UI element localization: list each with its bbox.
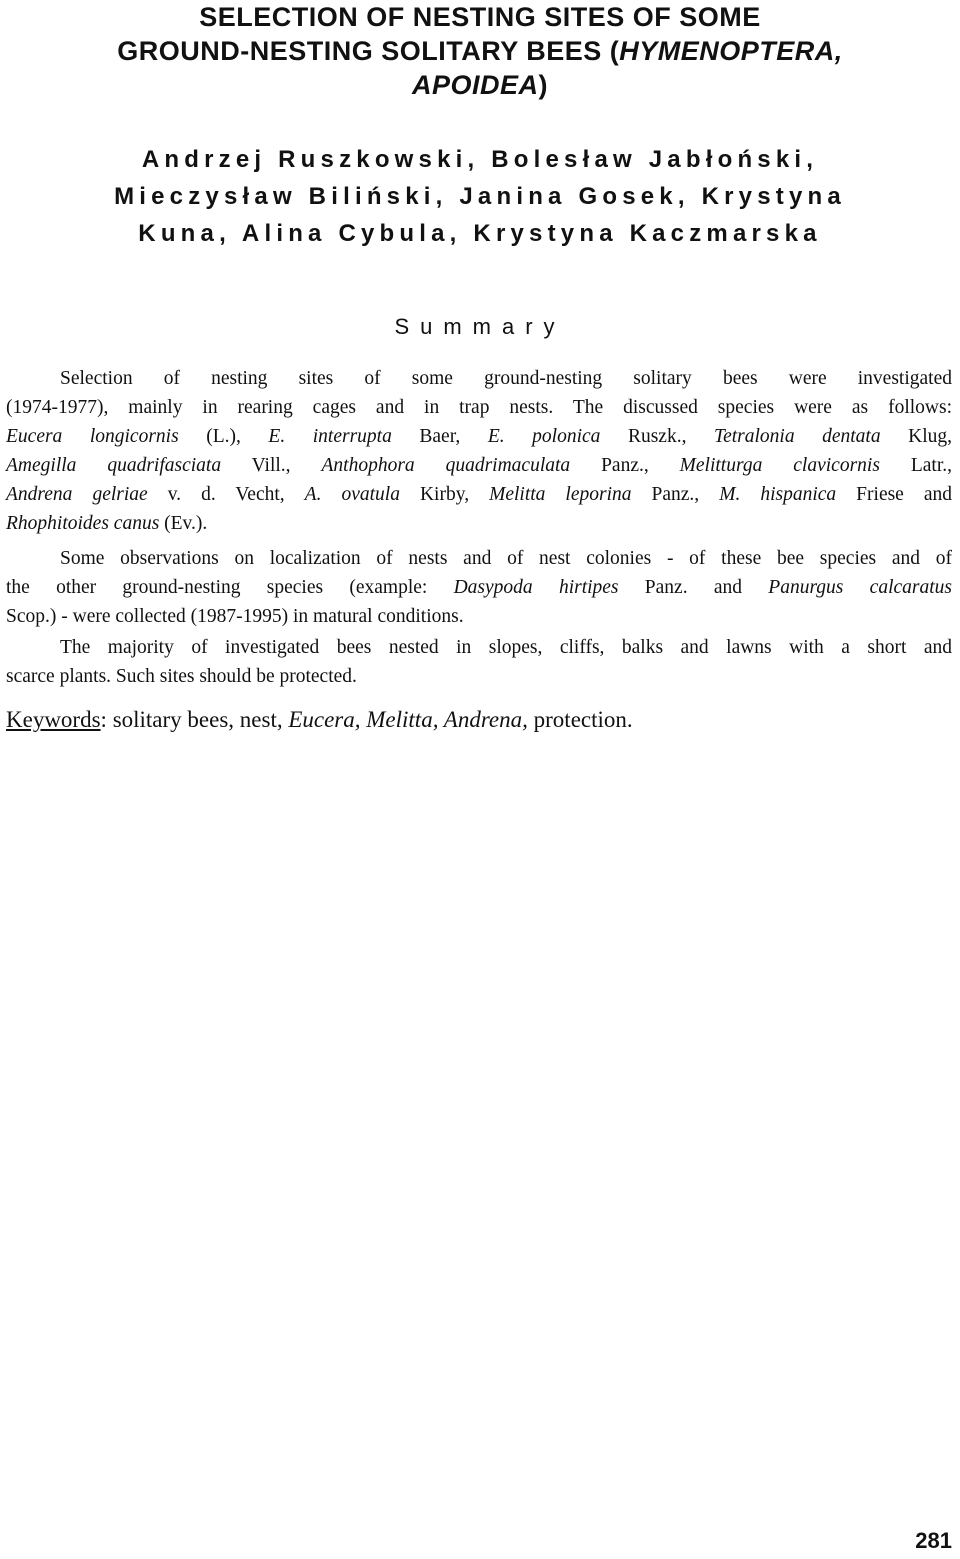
author-line-1: Andrzej Ruszkowski, Bolesław Jabłoński, bbox=[141, 146, 819, 173]
italic-term: Anthophora quadrimaculata bbox=[321, 455, 571, 476]
text-line: (1974-1977), mainly in rearing cages and in trap nests. The discussed species were as follows: bbox=[6, 397, 952, 418]
text-segment: protection. bbox=[527, 707, 633, 732]
text-line: The majority of investigated bees nested in slopes, cliffs, balks and lawns with a short and bbox=[60, 637, 952, 658]
italic-term: Melitturga clavicornis bbox=[679, 455, 880, 476]
italic-term: M. hispanica bbox=[719, 484, 837, 505]
text-line bbox=[6, 484, 952, 506]
text-segment: Panz. and bbox=[618, 577, 769, 598]
italic-term: E. polonica bbox=[487, 426, 601, 447]
author-list bbox=[30, 141, 930, 252]
title-line-2 bbox=[40, 34, 920, 68]
italic-term: A. ovatula bbox=[304, 484, 400, 505]
keywords-label: Keywords bbox=[6, 707, 101, 732]
text-segment: Latr., bbox=[879, 455, 952, 476]
text-segment: Friese and bbox=[836, 484, 953, 505]
paper-title bbox=[40, 0, 920, 102]
keywords bbox=[6, 707, 633, 733]
text-segment: (L.), bbox=[178, 426, 269, 447]
title-line-1: SELECTION OF NESTING SITES OF SOME bbox=[199, 2, 761, 32]
keywords-list bbox=[113, 707, 633, 732]
italic-term: Eucera longicornis bbox=[6, 426, 179, 447]
text-line: Some observations on localization of nests and of nest colonies - of these bee species and of bbox=[60, 548, 952, 569]
text-segment: the other ground-nesting species (example: bbox=[6, 577, 454, 598]
title-taxon-order: HYMENOPTERA, bbox=[619, 36, 843, 66]
text-line bbox=[6, 426, 952, 448]
title-line-3 bbox=[40, 68, 920, 102]
italic-term: Amegilla quadrifasciata bbox=[6, 455, 222, 476]
text-segment: Panz., bbox=[631, 484, 720, 505]
italic-term: Eucera, Melitta, Andrena, bbox=[288, 707, 528, 732]
text-segment: solitary bees, nest, bbox=[112, 707, 289, 732]
text-segment: Kirby, bbox=[399, 484, 490, 505]
italic-term: E. interrupta bbox=[268, 426, 392, 447]
text-segment: (Ev.). bbox=[159, 513, 208, 534]
title-line-2-text: GROUND-NESTING SOLITARY BEES ( bbox=[117, 36, 620, 66]
title-taxon-superfamily: APOIDEA bbox=[411, 70, 539, 100]
text-line bbox=[6, 513, 207, 535]
author-line-3: Kuna, Alina Cybula, Krystyna Kaczmarska bbox=[138, 220, 822, 247]
text-line bbox=[6, 577, 952, 599]
text-segment: Vill., bbox=[221, 455, 322, 476]
text-line: Selection of nesting sites of some ground-nesting solitary bees were investigated bbox=[60, 368, 952, 389]
italic-term: Dasypoda hirtipes bbox=[453, 577, 619, 598]
italic-term: Panurgus calcaratus bbox=[768, 577, 952, 598]
text-line: scarce plants. Such sites should be protected. bbox=[6, 666, 357, 687]
text-segment: Baer, bbox=[391, 426, 488, 447]
author-line-2: Mieczysław Biliński, Janina Gosek, Krystyna bbox=[114, 183, 846, 210]
text-segment: Ruszk., bbox=[600, 426, 715, 447]
italic-term: Tetralonia dentata bbox=[714, 426, 881, 447]
summary-heading: Summary bbox=[394, 314, 566, 339]
text-segment: v. d. Vecht, bbox=[147, 484, 305, 505]
page-number: 281 bbox=[915, 1528, 952, 1553]
text-line: Scop.) - were collected (1987-1995) in matural conditions. bbox=[6, 606, 464, 627]
title-line-3-text: ) bbox=[538, 70, 549, 100]
text-segment: Panz., bbox=[570, 455, 680, 476]
italic-term: Melitta leporina bbox=[489, 484, 632, 505]
keywords-colon: : bbox=[100, 707, 113, 732]
italic-term: Rhophitoides canus bbox=[6, 513, 160, 534]
text-segment: Klug, bbox=[880, 426, 953, 447]
italic-term: Andrena gelriae bbox=[6, 484, 148, 505]
text-line bbox=[6, 455, 952, 477]
